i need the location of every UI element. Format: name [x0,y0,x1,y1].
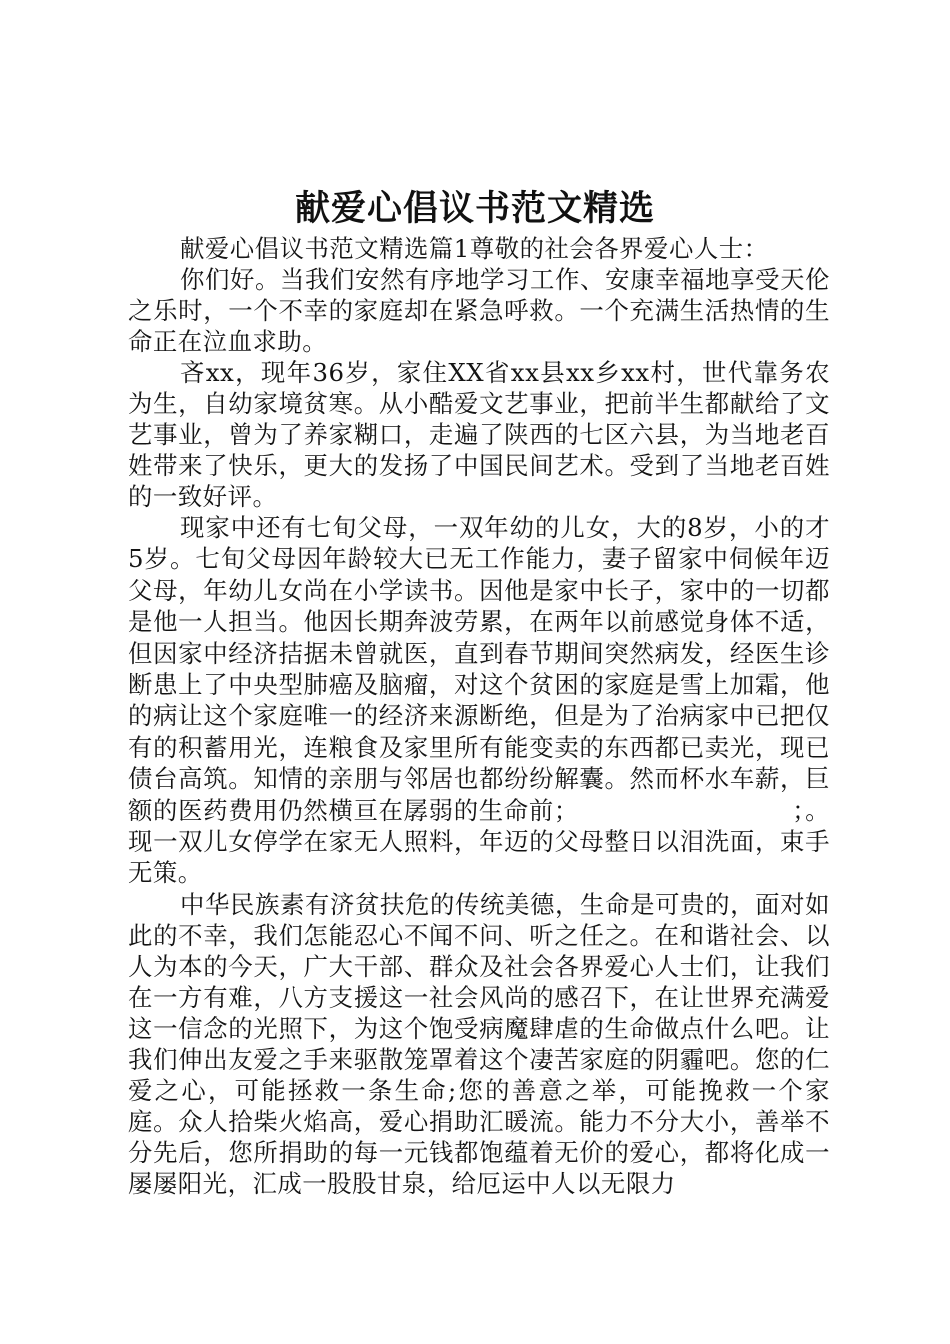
paragraph-background: 吝xx，现年36岁，家住XX省xx县xx乡xx村，世代靠务农为生，自幼家境贫寒。从小酷爱文艺事业，把前半生都献给了文艺事业，曾为了养家糊口，走遍了陕西的七区六县，为当地老百姓带来了快乐，更大的发扬了中国民间艺术。受到了当地老百姓的一致好评。 [128,358,830,511]
document-body [128,233,830,1199]
paragraph-appeal: 中华民族素有济贫扶危的传统美德，生命是可贵的，面对如此的不幸，我们怎能忍心不闻不问、听之任之。在和谐社会、以人为本的今天，广大干部、群众及社会各界爱心人士们，让我们在一方有难，八方支援这一社会风尚的感召下，在让世界充满爱这一信念的光照下，为这个饱受病魔肆虐的生命做点什么吧。让我们伸出友爱之手来驱散笼罩着这个凄苦家庭的阴霾吧。您的仁爱之心，可能拯救一条生命;您的善意之举，可能挽救一个家庭。众人拾柴火焰高，爱心捐助汇暖流。能力不分大小，善举不分先后，您所捐助的每一元钱都饱蕴着无价的爱心，都将化成一屡屡阳光，汇成一股股甘泉，给厄运中人以无限力 [128,889,830,1198]
paragraph-family-situation: 现家中还有七旬父母，一双年幼的儿女，大的8岁，小的才5岁。七旬父母因年龄较大已无工作能力，妻子留家中伺候年迈父母，年幼儿女尚在小学读书。因他是家中长子，家中的一切都是他一人担当。他因长期奔波劳累，在两年以前感觉身体不适，但因家中经济拮据未曾就医，直到春节期间突然病发，经医生诊断患上了中央型肺癌及脑瘤，对这个贫困的家庭是雪上加霜，他的病让这个家庭唯一的经济来源断绝，但是为了治病家中已把仅有的积蓄用光，连粮食及家里所有能变卖的东西都已卖光，现已债台高筑。知情的亲朋与邻居也都纷纷解囊。然而杯水车薪，巨额的医药费用仍然横亘在孱弱的生命前； ；。现一双儿女停学在家无人照料，年迈的父母整日以泪洗面，束手无策。 [128,513,830,888]
document-title: 献爱心倡议书范文精选 [294,188,655,229]
paragraph-opening: 你们好。当我们安然有序地学习工作、安康幸福地享受天伦之乐时，一个不幸的家庭却在紧急呼救。一个充满生活热情的生命正在泣血求助。 [128,265,830,356]
paragraph-greeting: 献爱心倡议书范文精选篇1尊敬的社会各界爱心人士： [180,234,769,263]
